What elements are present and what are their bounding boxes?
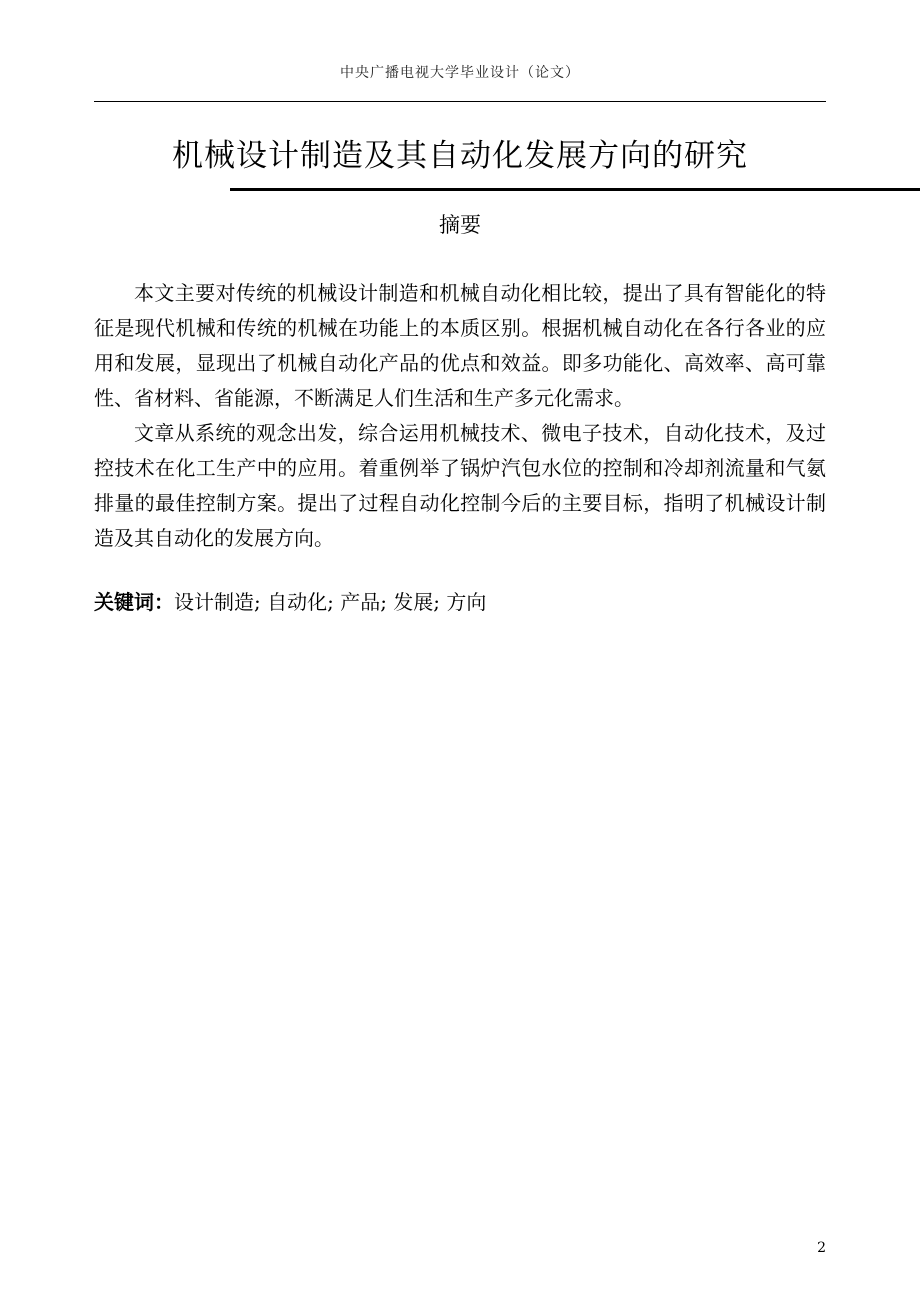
keywords-line — [94, 585, 826, 620]
document-title: 机械设计制造及其自动化发展方向的研究 — [172, 138, 748, 174]
keywords-label: 关键词： — [94, 590, 174, 614]
page-number: 2 — [817, 1240, 826, 1256]
page-header: 中央广播电视大学毕业设计（论文） — [340, 65, 580, 81]
abstract-heading: 摘要 — [439, 213, 481, 237]
title-divider — [230, 188, 920, 191]
keywords-list: 设计制造; 自动化; 产品; 发展; 方向 — [174, 590, 487, 614]
abstract-paragraph-2: 文章从系统的观念出发，综合运用机械技术、微电子技术，自动化技术，及过控技术在化工生产中的应用。着重例举了锅炉汽包水位的控制和冷却剂流量和气氨排量的最佳控制方案。提出了过程自动化控制今后的主要目标，指明了机械设计制造及其自动化的发展方向。 — [94, 421, 826, 550]
header-divider — [94, 101, 826, 102]
abstract-body — [94, 276, 826, 556]
abstract-paragraph-1: 本文主要对传统的机械设计制造和机械自动化相比较，提出了具有智能化的特征是现代机械和传统的机械在功能上的本质区别。根据机械自动化在各行各业的应用和发展，显现出了机械自动化产品的优点和效益。即多功能化、高效率、高可靠性、省材料、省能源，不断满足人们生活和生产多元化需求。 — [94, 281, 826, 410]
